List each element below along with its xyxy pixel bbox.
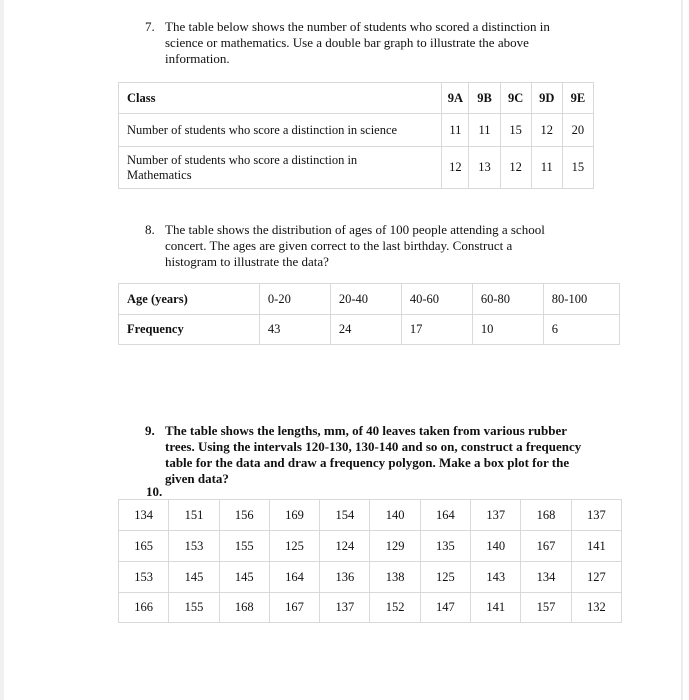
table-cell: 155 bbox=[219, 531, 269, 562]
table-cell: 12 bbox=[531, 114, 562, 147]
table-cell: 15 bbox=[500, 114, 531, 147]
table-cell: 169 bbox=[269, 500, 319, 531]
question-8-line: histogram to illustrate the data? bbox=[165, 254, 329, 269]
class-header: Class bbox=[119, 83, 442, 114]
table-cell: 143 bbox=[471, 562, 521, 593]
table-cell: 136 bbox=[320, 562, 370, 593]
question-9-line: given data? bbox=[165, 471, 229, 486]
table-cell: 43 bbox=[259, 315, 330, 345]
table-cell: 153 bbox=[169, 531, 219, 562]
question-9-line: The table shows the lengths, mm, of 40 leaves taken from various rubber bbox=[165, 423, 568, 438]
class-9b-header: 9B bbox=[469, 83, 500, 114]
question-7-line: The table below shows the number of students who scored a distinction in bbox=[165, 19, 550, 34]
table-cell: 140 bbox=[471, 531, 521, 562]
class-9d-header: 9D bbox=[531, 83, 562, 114]
table-cell: 141 bbox=[571, 531, 621, 562]
table-cell: 124 bbox=[320, 531, 370, 562]
table-cell: 145 bbox=[169, 562, 219, 593]
question-8 bbox=[145, 222, 615, 270]
question-9 bbox=[145, 423, 615, 487]
table-cell: 157 bbox=[521, 593, 571, 623]
frequency-label: Frequency bbox=[119, 315, 260, 345]
question-7-number: 7. bbox=[145, 19, 155, 34]
table-cell: 129 bbox=[370, 531, 420, 562]
table-cell: 156 bbox=[219, 500, 269, 531]
table-cell: 12 bbox=[500, 147, 531, 189]
table-cell: 6 bbox=[543, 315, 619, 345]
question-9-line: trees. Using the intervals 120-130, 130-140 and so on, construct a frequency bbox=[165, 439, 582, 454]
table-cell: 167 bbox=[521, 531, 571, 562]
table-row bbox=[119, 562, 622, 593]
table-cell: 20 bbox=[562, 114, 593, 147]
table-cell: 138 bbox=[370, 562, 420, 593]
table-cell: 11 bbox=[442, 114, 469, 147]
table-cell: 154 bbox=[320, 500, 370, 531]
table-cell: 127 bbox=[571, 562, 621, 593]
mathematics-label-line: Mathematics bbox=[127, 167, 192, 182]
table-cell: 155 bbox=[169, 593, 219, 623]
table-cell: 12 bbox=[442, 147, 469, 189]
table-cell: 132 bbox=[571, 593, 621, 623]
table-cell: 80-100 bbox=[543, 284, 619, 315]
table-cell: 10 bbox=[472, 315, 543, 345]
table-cell: 40-60 bbox=[401, 284, 472, 315]
table-cell: 164 bbox=[420, 500, 470, 531]
age-frequency-table bbox=[118, 283, 620, 345]
table-cell: 168 bbox=[219, 593, 269, 623]
table-row bbox=[119, 500, 622, 531]
table-row bbox=[119, 147, 594, 189]
table-cell: 153 bbox=[119, 562, 169, 593]
page-right-edge bbox=[681, 0, 683, 700]
question-10-number: 10. bbox=[146, 484, 163, 499]
table-cell: 165 bbox=[119, 531, 169, 562]
table-cell: 168 bbox=[521, 500, 571, 531]
table-cell: 11 bbox=[531, 147, 562, 189]
table-header-row bbox=[119, 83, 594, 114]
table-cell: 134 bbox=[521, 562, 571, 593]
table-cell: 166 bbox=[119, 593, 169, 623]
table-cell: 140 bbox=[370, 500, 420, 531]
table-cell: 135 bbox=[420, 531, 470, 562]
table-cell: 11 bbox=[469, 114, 500, 147]
question-9-line: table for the data and draw a frequency polygon. Make a box plot for the bbox=[165, 455, 570, 470]
question-7-line: information. bbox=[165, 51, 230, 66]
table-row bbox=[119, 531, 622, 562]
question-7 bbox=[145, 19, 615, 67]
page-left-edge bbox=[0, 0, 4, 700]
class-9c-header: 9C bbox=[500, 83, 531, 114]
table-cell: 60-80 bbox=[472, 284, 543, 315]
table-cell: 24 bbox=[330, 315, 401, 345]
table-row bbox=[119, 284, 620, 315]
table-row bbox=[119, 315, 620, 345]
table-row bbox=[119, 114, 594, 147]
table-cell: 137 bbox=[320, 593, 370, 623]
table-cell: 20-40 bbox=[330, 284, 401, 315]
table-cell: 15 bbox=[562, 147, 593, 189]
class-9a-header: 9A bbox=[442, 83, 469, 114]
table-cell: 134 bbox=[119, 500, 169, 531]
question-9-number: 9. bbox=[145, 423, 155, 438]
leaf-lengths-table bbox=[118, 499, 622, 623]
mathematics-label-line: Number of students who score a distinction in bbox=[127, 152, 358, 167]
distinction-table bbox=[118, 82, 594, 189]
table-cell: 167 bbox=[269, 593, 319, 623]
table-row bbox=[119, 593, 622, 623]
table-cell: 13 bbox=[469, 147, 500, 189]
table-cell: 145 bbox=[219, 562, 269, 593]
table-cell: 137 bbox=[571, 500, 621, 531]
table-cell: 0-20 bbox=[259, 284, 330, 315]
table-cell: 17 bbox=[401, 315, 472, 345]
table-cell: 151 bbox=[169, 500, 219, 531]
age-label: Age (years) bbox=[119, 284, 260, 315]
question-8-number: 8. bbox=[145, 222, 155, 237]
table-cell: 141 bbox=[471, 593, 521, 623]
table-cell: 164 bbox=[269, 562, 319, 593]
table-cell: 147 bbox=[420, 593, 470, 623]
mathematics-row-label bbox=[119, 147, 442, 189]
table-cell: 125 bbox=[420, 562, 470, 593]
table-cell: 125 bbox=[269, 531, 319, 562]
table-cell: 152 bbox=[370, 593, 420, 623]
question-8-line: concert. The ages are given correct to the last birthday. Construct a bbox=[165, 238, 513, 253]
question-7-line: science or mathematics. Use a double bar graph to illustrate the above bbox=[165, 35, 529, 50]
question-8-line: The table shows the distribution of ages of 100 people attending a school bbox=[165, 222, 545, 237]
class-9e-header: 9E bbox=[562, 83, 593, 114]
table-cell: 137 bbox=[471, 500, 521, 531]
science-row-label: Number of students who score a distinction in science bbox=[119, 114, 442, 147]
